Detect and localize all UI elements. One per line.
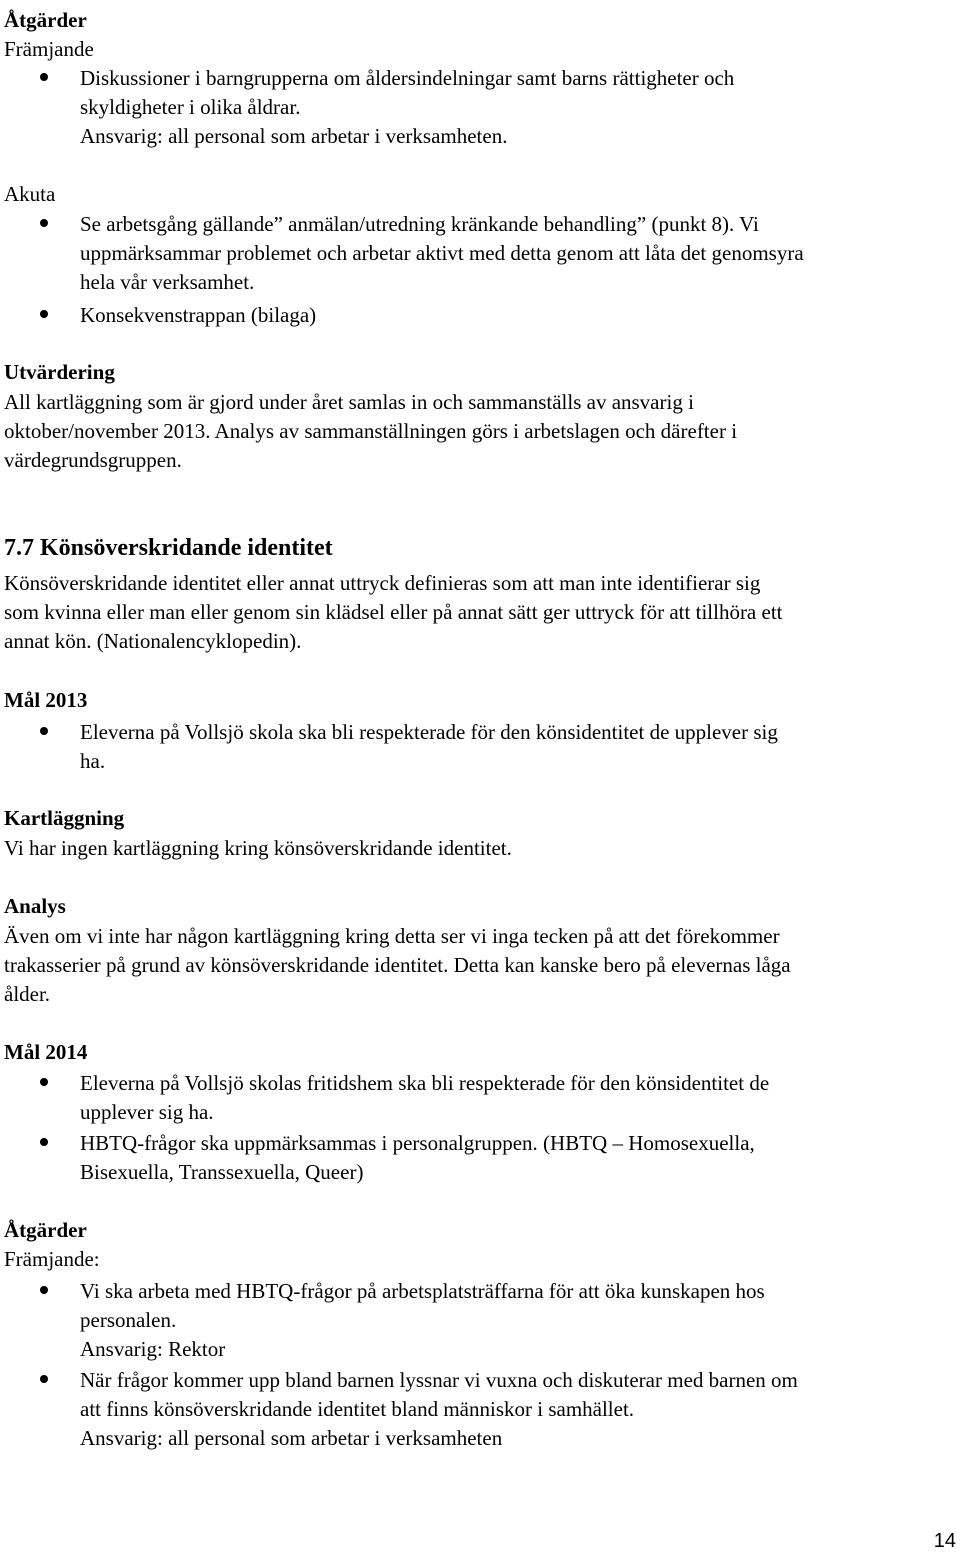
label-akuta: Akuta bbox=[4, 182, 56, 206]
bullet-icon bbox=[40, 310, 48, 318]
bullet-text: Vi ska arbeta med HBTQ-frågor på arbetsplatsträffarna för att öka kunskapen hos bbox=[80, 1279, 765, 1303]
bullet-icon bbox=[40, 73, 48, 81]
paragraph-line: Vi har ingen kartläggning kring könsöverskridande identitet. bbox=[4, 836, 512, 860]
paragraph-line: All kartläggning som är gjord under året samlas in och sammanställs av ansvarig i bbox=[4, 390, 694, 414]
heading-analys: Analys bbox=[4, 894, 66, 918]
bullet-text: Ansvarig: all personal som arbetar i verksamheten bbox=[80, 1426, 503, 1450]
heading-kartlaggning: Kartläggning bbox=[4, 806, 125, 830]
bullet-text: upplever sig ha. bbox=[80, 1100, 214, 1124]
bullet-icon bbox=[40, 1078, 48, 1086]
paragraph-line: annat kön. (Nationalencyklopedin). bbox=[4, 629, 302, 653]
bullet-icon bbox=[40, 1138, 48, 1146]
bullet-icon bbox=[40, 1286, 48, 1294]
bullet-text: uppmärksammar problemet och arbetar aktivt med detta genom att låta det genomsyra bbox=[80, 241, 804, 265]
bullet-text: Konsekvenstrappan (bilaga) bbox=[80, 303, 317, 327]
bullet-icon bbox=[40, 219, 48, 227]
paragraph-line: som kvinna eller man eller genom sin klädsel eller på annat sätt ger uttryck för att tillhöra ett bbox=[4, 600, 783, 624]
section-title: 7.7 Könsöverskridande identitet bbox=[4, 535, 333, 561]
bullet-text: ha. bbox=[80, 749, 106, 773]
bullet-text: Se arbetsgång gällande” anmälan/utredning kränkande behandling” (punkt 8). Vi bbox=[80, 212, 759, 236]
paragraph-line: Könsöverskridande identitet eller annat uttryck definieras som att man inte identifierar sig bbox=[4, 571, 761, 595]
paragraph-line: ålder. bbox=[4, 982, 51, 1006]
bullet-icon bbox=[40, 1375, 48, 1383]
bullet-text: Ansvarig: all personal som arbetar i verksamheten. bbox=[80, 124, 508, 148]
bullet-text: HBTQ-frågor ska uppmärksammas i personalgruppen. (HBTQ – Homosexuella, bbox=[80, 1131, 755, 1155]
heading-atgarder: Åtgärder bbox=[4, 8, 87, 32]
bullet-text: Bisexuella, Transsexuella, Queer) bbox=[80, 1160, 364, 1184]
bullet-text: När frågor kommer upp bland barnen lyssnar vi vuxna och diskuterar med barnen om bbox=[80, 1368, 798, 1392]
bullet-icon bbox=[40, 727, 48, 735]
page-number: 14 bbox=[933, 1530, 956, 1552]
bullet-text: Eleverna på Vollsjö skolas fritidshem ska bli respekterade för den könsidentitet de bbox=[80, 1071, 770, 1095]
heading-atgarder-2: Åtgärder bbox=[4, 1218, 87, 1242]
heading-mal-2014: Mål 2014 bbox=[4, 1040, 88, 1064]
bullet-text: personalen. bbox=[80, 1308, 177, 1332]
bullet-text: Ansvarig: Rektor bbox=[80, 1337, 226, 1361]
bullet-text: Diskussioner i barngrupperna om åldersindelningar samt barns rättigheter och bbox=[80, 66, 735, 90]
paragraph-line: värdegrundsgruppen. bbox=[4, 448, 182, 472]
bullet-text: skyldigheter i olika åldrar. bbox=[80, 95, 301, 119]
paragraph-line: trakasserier på grund av könsöverskridande identitet. Detta kan kanske bero på elevernas låga bbox=[4, 953, 791, 977]
paragraph-line: Även om vi inte har någon kartläggning kring detta ser vi inga tecken på att det förekommer bbox=[4, 924, 780, 948]
label-framjande: Främjande bbox=[4, 37, 94, 61]
heading-mal-2013: Mål 2013 bbox=[4, 688, 88, 712]
bullet-text: hela vår verksamhet. bbox=[80, 270, 255, 294]
heading-utvardering: Utvärdering bbox=[4, 360, 115, 384]
bullet-text: Eleverna på Vollsjö skola ska bli respekterade för den könsidentitet de upplever sig bbox=[80, 720, 778, 744]
bullet-text: att finns könsöverskridande identitet bland människor i samhället. bbox=[80, 1397, 635, 1421]
label-framjande-2: Främjande: bbox=[4, 1247, 100, 1271]
paragraph-line: oktober/november 2013. Analys av sammanställningen görs i arbetslagen och därefter i bbox=[4, 419, 738, 443]
